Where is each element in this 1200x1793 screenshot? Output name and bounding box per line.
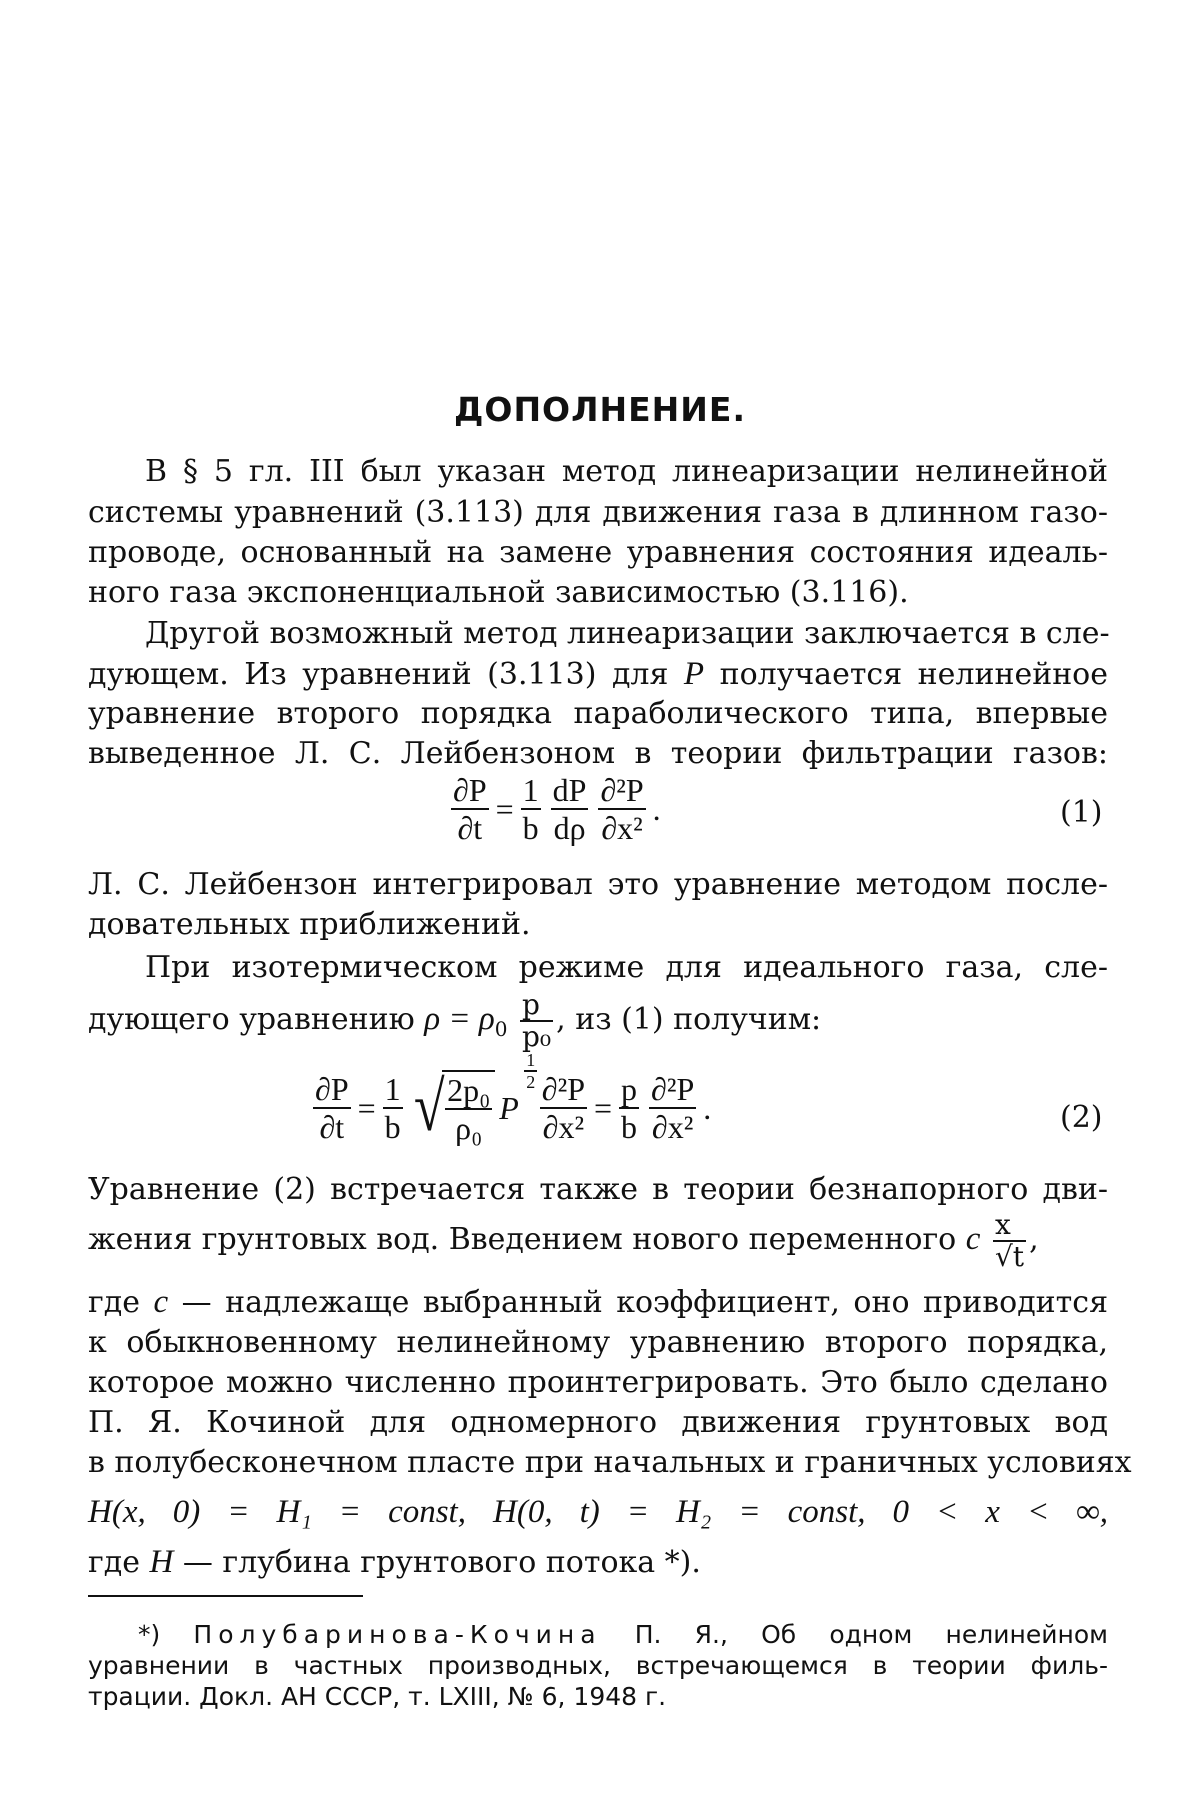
paragraph-line: Другой возможный метод линеаризации заключается в сле- (145, 616, 1110, 651)
math-expression: ρ = ρ (424, 1001, 495, 1037)
text-run: , (1029, 1222, 1039, 1257)
paragraph-line: довательных приближений. (88, 907, 531, 942)
radical-sign-icon: √ (413, 1069, 445, 1146)
text-run: П. Я., Об одном нелинейном (601, 1620, 1108, 1649)
paragraph-line: системы уравнений (3.113) для движения газа в длинном газо- (88, 495, 1108, 530)
paragraph-line: Л. С. Лейбензон интегрировал это уравнение методом после- (88, 867, 1108, 902)
equation-2 (310, 1049, 712, 1146)
footnote-rule (88, 1595, 363, 1597)
paragraph-line: Уравнение (2) встречается также в теории безнапорного дви- (88, 1172, 1108, 1207)
text-run: жения грунтовых вод. Введением нового переменного (88, 1222, 966, 1257)
paragraph-line (88, 988, 1108, 1053)
fraction: $\frac{\text{∂²P}}{\text{∂x²}}$ (541, 1071, 585, 1145)
fraction: $\frac{\partial P}{\partial t}$ (315, 1071, 349, 1145)
math-variable: H (149, 1544, 174, 1580)
paragraph-line: ного газа экспоненциальной зависимостью (3.116). (88, 575, 909, 610)
fraction: $\frac{\text{2p₀}}{\text{ρ₀}}$ (447, 1072, 491, 1146)
footnote-line (138, 1620, 1108, 1650)
condition-boundary: H(0, t) = H₂ = const, (493, 1494, 866, 1530)
page-title: ДОПОЛНЕНИЕ. (454, 390, 746, 429)
equation-number: (1) (1060, 795, 1103, 830)
fraction: $\frac{\text{∂²P}}{\text{∂x²}}$ (651, 1071, 695, 1145)
text-run: где (88, 1285, 154, 1320)
paragraph-line: При изотермическом режиме для идеального газа, сле- (145, 950, 1108, 985)
paragraph-line (88, 1282, 1108, 1323)
paragraph-line: которое можно численно проинтегрировать. Это было сделано (88, 1365, 1108, 1400)
text-run: — глубина грунтового потока *). (173, 1545, 701, 1580)
paragraph-line: проводе, основанный на замене уравнения состояния идеаль- (88, 535, 1108, 570)
text-run: дующем. Из уравнений (3.113) для (88, 657, 684, 692)
power-term (499, 1049, 536, 1127)
math-variable: P (683, 656, 705, 692)
math-variable: c (965, 1221, 981, 1257)
boundary-conditions (88, 1492, 1108, 1532)
equation-period: . (652, 790, 661, 827)
text-run: , из (1) получим: (556, 1002, 822, 1037)
equals-sign: = (495, 790, 514, 827)
fraction: $\frac{\partial P}{\partial t}$ (453, 772, 487, 846)
footnote-author: Полубаринова-Кочина (193, 1620, 602, 1649)
condition-domain: 0 < x < ∞, (892, 1494, 1109, 1530)
subscript: 0 (494, 1017, 508, 1041)
math-variable: c (153, 1284, 169, 1320)
equation-period: . (703, 1089, 712, 1126)
equation-number: (2) (1060, 1100, 1103, 1135)
footnote-line: трации. Докл. АН СССР, т. LXIII, № 6, 1948 г. (88, 1682, 667, 1711)
paragraph-line: выведенное Л. С. Лейбензоном в теории фильтрации газов: (88, 736, 1108, 771)
text-run: где (88, 1545, 150, 1580)
math-variable: P (499, 1089, 519, 1126)
fraction: $\frac{\text{∂²P}}{\text{∂x²}}$ (600, 772, 644, 846)
paragraph-line: В § 5 гл. III был указан метод линеаризации нелинейной (145, 454, 1108, 489)
paragraph-line (88, 1542, 1108, 1583)
equals-sign: = (357, 1089, 376, 1126)
fraction: $\frac{p}{\text{p₀}}$ (521, 988, 552, 1053)
equation-1 (448, 772, 661, 846)
fraction: $\frac{dP}{d\rho}$ (552, 772, 587, 846)
paragraph-line: уравнение второго порядка параболического типа, впервые (88, 696, 1108, 731)
square-root (410, 1070, 496, 1146)
equals-sign: = (593, 1089, 613, 1126)
text-run: дующего уравнению (88, 1002, 425, 1037)
exponent-fraction: $\frac{1}{2}$ (526, 1049, 536, 1092)
condition-initial: H(x, 0) = H₁ = const, (88, 1494, 466, 1530)
text-run: получается нелинейное (704, 657, 1108, 692)
fraction: $\frac{p}{b}$ (621, 1071, 638, 1145)
paragraph-line (88, 654, 1108, 695)
fraction: $\frac{1}{b}$ (522, 772, 539, 846)
paragraph-line: П. Я. Кочиной для одномерного движения грунтовых вод (88, 1405, 1108, 1440)
paragraph-line: в полубесконечном пласте при начальных и граничных условиях (88, 1445, 1132, 1480)
paragraph-line: к обыкновенному нелинейному уравнению второго порядка, (88, 1325, 1108, 1360)
footnote-mark: *) (138, 1620, 161, 1649)
fraction: $\frac{1}{b}$ (384, 1071, 401, 1145)
paragraph-line (88, 1208, 1108, 1273)
text-run: — надлежаще выбранный коэффициент, оно приводится (168, 1285, 1108, 1320)
footnote-line: уравнении в частных производных, встречающемся в теории филь- (88, 1651, 1108, 1680)
fraction: $\frac{x}{√t}$ (994, 1208, 1025, 1273)
